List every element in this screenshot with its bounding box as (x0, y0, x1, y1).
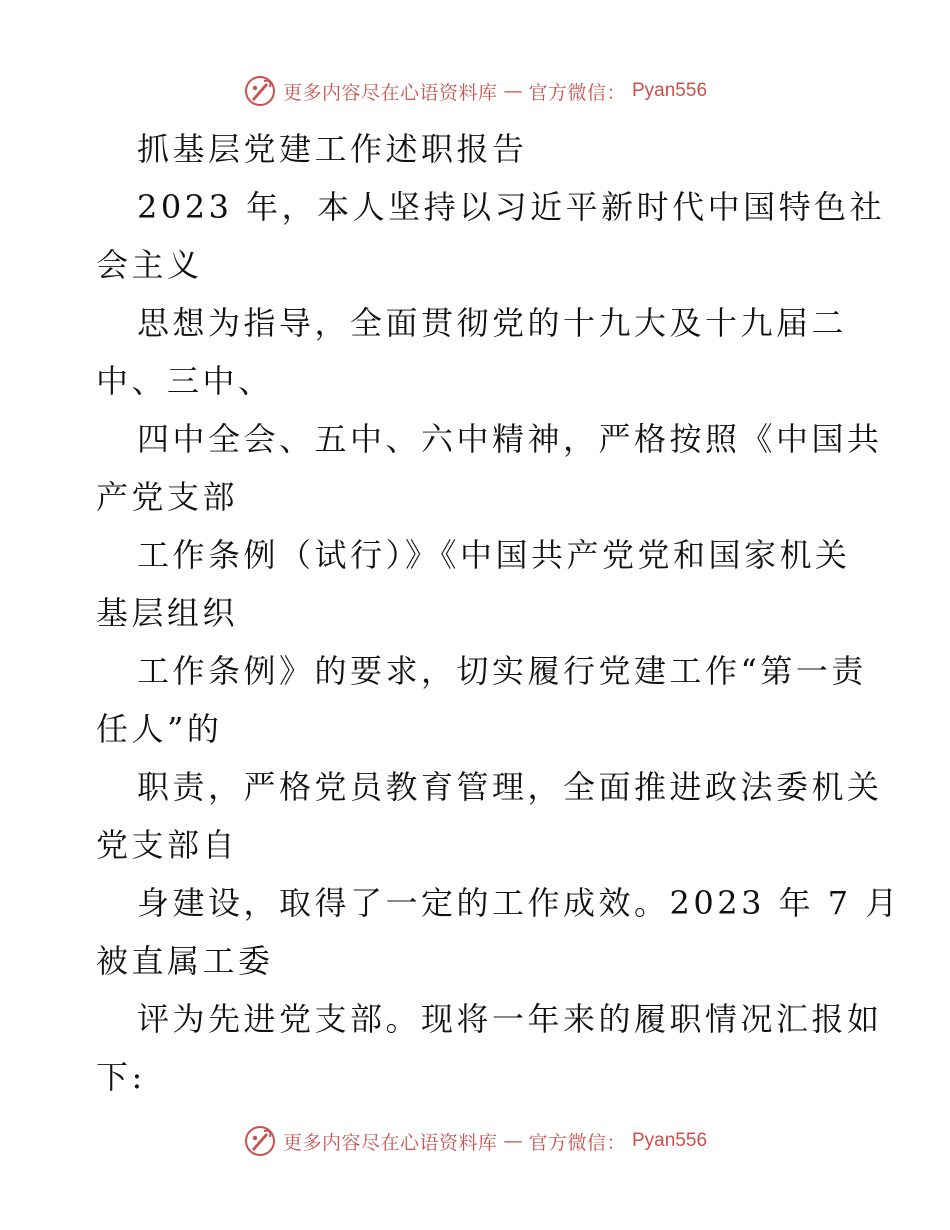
text-line: 任人”的 (96, 710, 223, 748)
text-line: 2023 年，本人坚持以习近平新时代中国特色社 (137, 188, 886, 226)
text-line: 下: (96, 1058, 146, 1096)
quill-logo-icon (243, 74, 277, 108)
text-line: 身建设，取得了一定的工作成效。2023 年 7 月 (137, 884, 901, 922)
text-line: 职责，严格党员教育管理，全面推进政法委机关 (137, 768, 883, 806)
watermark-label: 官方微信： (528, 81, 626, 104)
text-line: 党支部自 (96, 826, 239, 864)
text-line: 产党支部 (96, 478, 239, 516)
text-line: 评为先进党支部。现将一年来的履职情况汇报如 (137, 1000, 883, 1038)
watermark-text: 更多内容尽在心语资料库 (282, 1131, 498, 1154)
watermark-separator: — (503, 1130, 523, 1152)
report-body (96, 120, 901, 1106)
text-line: 四中全会、五中、六中精神，严格按照《中国共 (137, 420, 883, 458)
quill-logo-icon (243, 1124, 277, 1158)
text-line: 中、三中、 (96, 362, 274, 400)
text-line: 会主义 (96, 246, 203, 284)
text-line: 被直属工委 (96, 942, 274, 980)
text-line: 工作条例（试行）》《中国共产党党和国家机关 (137, 536, 851, 574)
watermark-handle: Pyan556 (632, 80, 708, 101)
header-watermark (0, 71, 950, 111)
watermark-separator: — (503, 80, 523, 102)
watermark-handle: Pyan556 (632, 1130, 708, 1151)
watermark-label: 官方微信： (528, 1131, 626, 1154)
watermark-text: 更多内容尽在心语资料库 (282, 81, 498, 104)
text-line: 思想为指导，全面贯彻党的十九大及十九届二 (137, 304, 848, 342)
text-line: 抓基层党建工作述职报告 (137, 130, 528, 168)
text-line: 基层组织 (96, 594, 239, 632)
footer-watermark (0, 1121, 950, 1161)
text-line: 工作条例》的要求，切实履行党建工作“第一责 (137, 652, 867, 690)
